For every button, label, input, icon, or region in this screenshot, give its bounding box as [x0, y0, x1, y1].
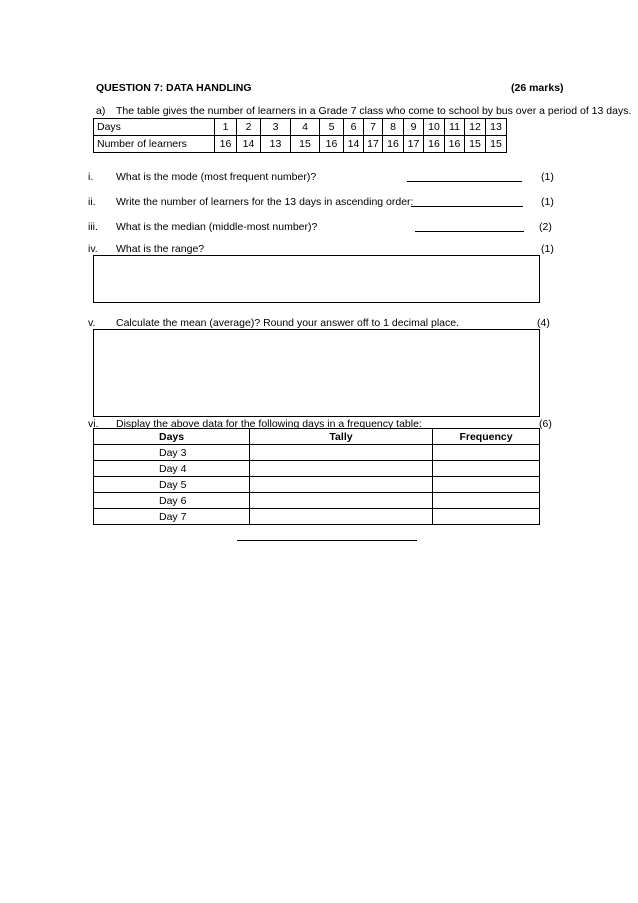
day-cell: 6 — [344, 119, 364, 136]
learners-row — [94, 136, 507, 153]
table-row — [94, 461, 540, 477]
question-vi-number: vi. — [88, 418, 99, 430]
frequency-cell[interactable] — [433, 493, 540, 509]
day-cell: 8 — [383, 119, 404, 136]
learners-cell: 17 — [404, 136, 424, 153]
question-v-text: Calculate the mean (average)? Round your answer off to 1 decimal place. — [116, 317, 459, 329]
tally-cell[interactable] — [250, 493, 433, 509]
question-vi-text: Display the above data for the following days in a frequency table: — [116, 418, 422, 430]
day-cell: 10 — [424, 119, 445, 136]
question-i-marks: (1) — [541, 171, 554, 183]
end-separator-line — [237, 540, 417, 541]
tally-cell[interactable] — [250, 477, 433, 493]
table-row — [94, 445, 540, 461]
table-row — [94, 477, 540, 493]
header-tally: Tally — [250, 429, 433, 445]
part-a-label: a) — [96, 105, 106, 117]
day-label: Day 5 — [159, 478, 187, 491]
day-label: Day 6 — [159, 494, 187, 507]
learners-cell: 15 — [465, 136, 486, 153]
day-label-cell — [94, 509, 250, 525]
tally-cell[interactable] — [250, 461, 433, 477]
question-iii-number: iii. — [88, 221, 98, 233]
table-row — [94, 509, 540, 525]
day-cell: 5 — [320, 119, 344, 136]
question-ii-answer-line[interactable] — [411, 206, 523, 207]
question-ii-text: Write the number of learners for the 13 days in ascending order: — [116, 196, 414, 208]
learners-cell: 14 — [237, 136, 261, 153]
header-days — [94, 429, 250, 445]
learners-data-table — [93, 118, 507, 153]
day-cell: 2 — [237, 119, 261, 136]
learners-cell: 15 — [291, 136, 320, 153]
header-days-label: Days — [159, 430, 185, 443]
learners-cell: 16 — [445, 136, 465, 153]
day-cell: 1 — [215, 119, 237, 136]
question-vi-marks: (6) — [539, 418, 552, 430]
frequency-cell[interactable] — [433, 461, 540, 477]
question-ii-number: ii. — [88, 196, 96, 208]
day-cell: 12 — [465, 119, 486, 136]
question-iv-answer-box[interactable] — [93, 255, 540, 303]
learners-cell: 17 — [364, 136, 383, 153]
learners-cell: 16 — [320, 136, 344, 153]
frequency-table — [93, 428, 540, 525]
day-label-cell — [94, 493, 250, 509]
learners-cell: 16 — [383, 136, 404, 153]
question-i-text: What is the mode (most frequent number)? — [116, 171, 317, 183]
day-cell: 9 — [404, 119, 424, 136]
learners-cell: 16 — [424, 136, 445, 153]
question-iv-number: iv. — [88, 243, 98, 255]
question-i-number: i. — [88, 171, 94, 183]
day-cell: 7 — [364, 119, 383, 136]
learners-cell: 15 — [486, 136, 507, 153]
learners-cell: 14 — [344, 136, 364, 153]
part-a-text: The table gives the number of learners in a Grade 7 class who come to school by bus over a period of 13 days. — [116, 105, 632, 117]
frequency-cell[interactable] — [433, 445, 540, 461]
learners-cell: 16 — [215, 136, 237, 153]
question-marks: (26 marks) — [511, 82, 564, 94]
question-title: QUESTION 7: DATA HANDLING — [96, 82, 252, 94]
tally-cell[interactable] — [250, 445, 433, 461]
question-i-answer-line[interactable] — [407, 181, 522, 182]
question-v-marks: (4) — [537, 317, 550, 329]
question-iv-text: What is the range? — [116, 243, 205, 255]
day-label: Day 3 — [159, 446, 187, 459]
day-label-cell — [94, 477, 250, 493]
day-label: Day 4 — [159, 462, 187, 475]
table-row — [94, 493, 540, 509]
day-cell: 4 — [291, 119, 320, 136]
frequency-cell[interactable] — [433, 509, 540, 525]
learners-row-label: Number of learners — [94, 136, 215, 153]
header-frequency: Frequency — [433, 429, 540, 445]
day-cell: 3 — [261, 119, 291, 136]
learners-cell: 13 — [261, 136, 291, 153]
day-cell: 11 — [445, 119, 465, 136]
question-ii-marks: (1) — [541, 196, 554, 208]
frequency-table-header — [94, 429, 540, 445]
days-row — [94, 119, 507, 136]
question-iii-answer-line[interactable] — [415, 231, 524, 232]
day-label-cell — [94, 461, 250, 477]
question-iv-marks: (1) — [541, 243, 554, 255]
tally-cell[interactable] — [250, 509, 433, 525]
day-cell: 13 — [486, 119, 507, 136]
day-label: Day 7 — [159, 510, 187, 523]
day-label-cell — [94, 445, 250, 461]
frequency-cell[interactable] — [433, 477, 540, 493]
question-iii-marks: (2) — [539, 221, 552, 233]
question-v-answer-box[interactable] — [93, 329, 540, 417]
question-v-number: v. — [88, 317, 96, 329]
days-row-label: Days — [94, 119, 215, 136]
question-iii-text: What is the median (middle-most number)? — [116, 221, 318, 233]
